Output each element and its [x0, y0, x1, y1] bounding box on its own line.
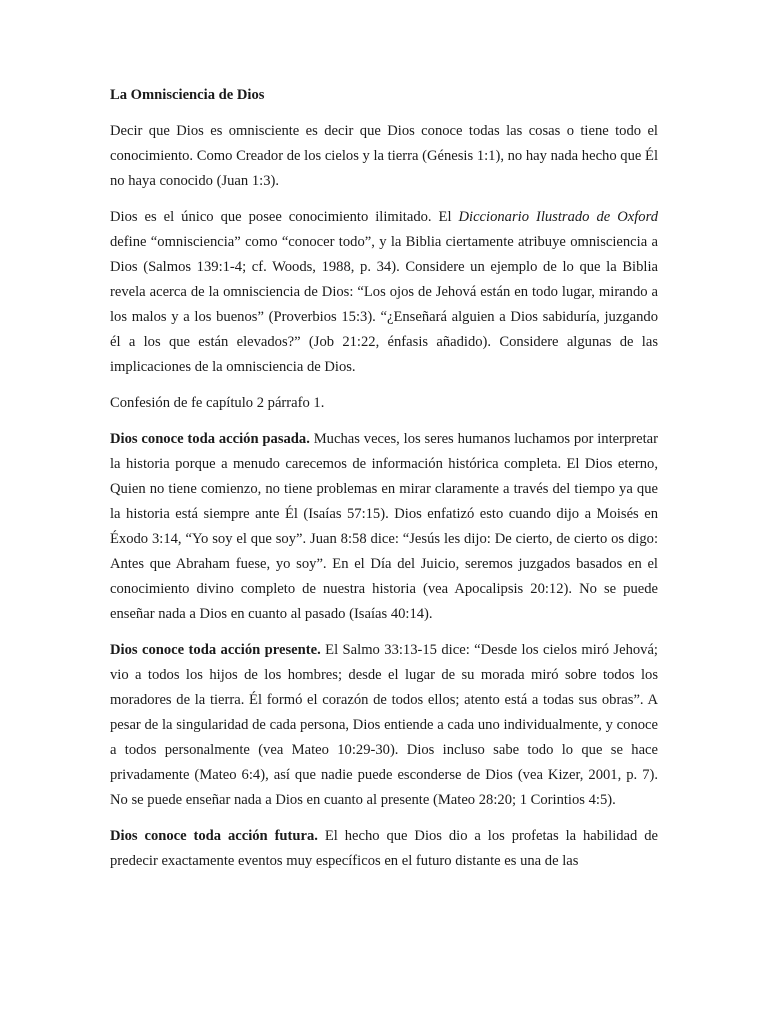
lead-past: Dios conoce toda acción pasada. [110, 431, 310, 447]
paragraph-unlimited-knowledge [110, 205, 658, 380]
paragraph-present [110, 638, 658, 813]
paragraph-text: El hecho que Dios dio a los profetas la habilidad de predecir exactamente eventos muy específicos en el futuro distante es una de las [110, 828, 658, 869]
paragraph-text: Muchas veces, los seres humanos luchamos por interpretar la historia porque a menudo carecemos de información histórica completa. El Dios eterno, Quien no tiene comienzo, no tiene problemas en mirar claramente a través del tiempo ya que la historia está siempre ante Él (Isaías 57:15). Dios enfatizó esto cuando dijo a Moisés en Éxodo 3:14, “Yo soy el que soy”. Juan 8:58 dice: “Jesús les dijo: De cierto, de cierto os digo: Antes que Abraham fuese, yo soy”. En el Día del Juicio, seremos juzgados basados en el conocimiento divino completo de nuestra historia (vea Apocalipsis 20:12). No se puede enseñar nada a Dios en cuanto al pasado (Isaías 40:14). [110, 431, 658, 622]
paragraph-intro: Decir que Dios es omnisciente es decir que Dios conoce todas las cosas o tiene todo el conocimiento. Como Creador de los cielos y la tierra (Génesis 1:1), no hay nada hecho que Él no haya conocido (Juan 1:3). [110, 123, 658, 189]
paragraph-text: Dios es el único que posee conocimiento ilimitado. El [110, 209, 459, 225]
paragraph-past [110, 427, 658, 627]
paragraph-text: define “omnisciencia” como “conocer todo”, y la Biblia ciertamente atribuye omnisciencia a Dios (Salmos 139:1-4; cf. Woods, 1988, p. 34). Considere un ejemplo de lo que la Biblia revela acerca de la omnisciencia de Dios: “Los ojos de Jehová están en todo lugar, mirando a los malos y a los buenos” (Proverbios 15:3). “¿Enseñará alguien a Dios sabiduría, juzgando él a los que están elevados?” (Job 21:22, énfasis añadido). Considere algunas de las implicaciones de la omnisciencia de Dios. [110, 234, 658, 375]
paragraph-future [110, 824, 658, 874]
lead-present: Dios conoce toda acción presente. [110, 642, 321, 658]
document-title: La Omnisciencia de Dios [110, 87, 265, 103]
lead-future: Dios conoce toda acción futura. [110, 828, 318, 844]
document-page [110, 83, 658, 885]
paragraph-text: El Salmo 33:13-15 dice: “Desde los cielos miró Jehová; vio a todos los hijos de los hombres; desde el lugar de su morada miró sobre todos los moradores de la tierra. Él formó el corazón de todos ellos; atento está a todas sus obras”. A pesar de la singularidad de cada persona, Dios entiende a cada uno individualmente, y conoce a todos personalmente (vea Mateo 10:29-30). Dios incluso sabe todo lo que se hace privadamente (Mateo 6:4), así que nadie puede esconderse de Dios (vea Kizer, 2001, p. 7). No se puede enseñar nada a Dios en cuanto al presente (Mateo 28:20; 1 Corintios 4:5). [110, 642, 658, 808]
paragraph-confession: Confesión de fe capítulo 2 párrafo 1. [110, 395, 325, 411]
dictionary-title: Diccionario Ilustrado de Oxford [458, 209, 658, 225]
